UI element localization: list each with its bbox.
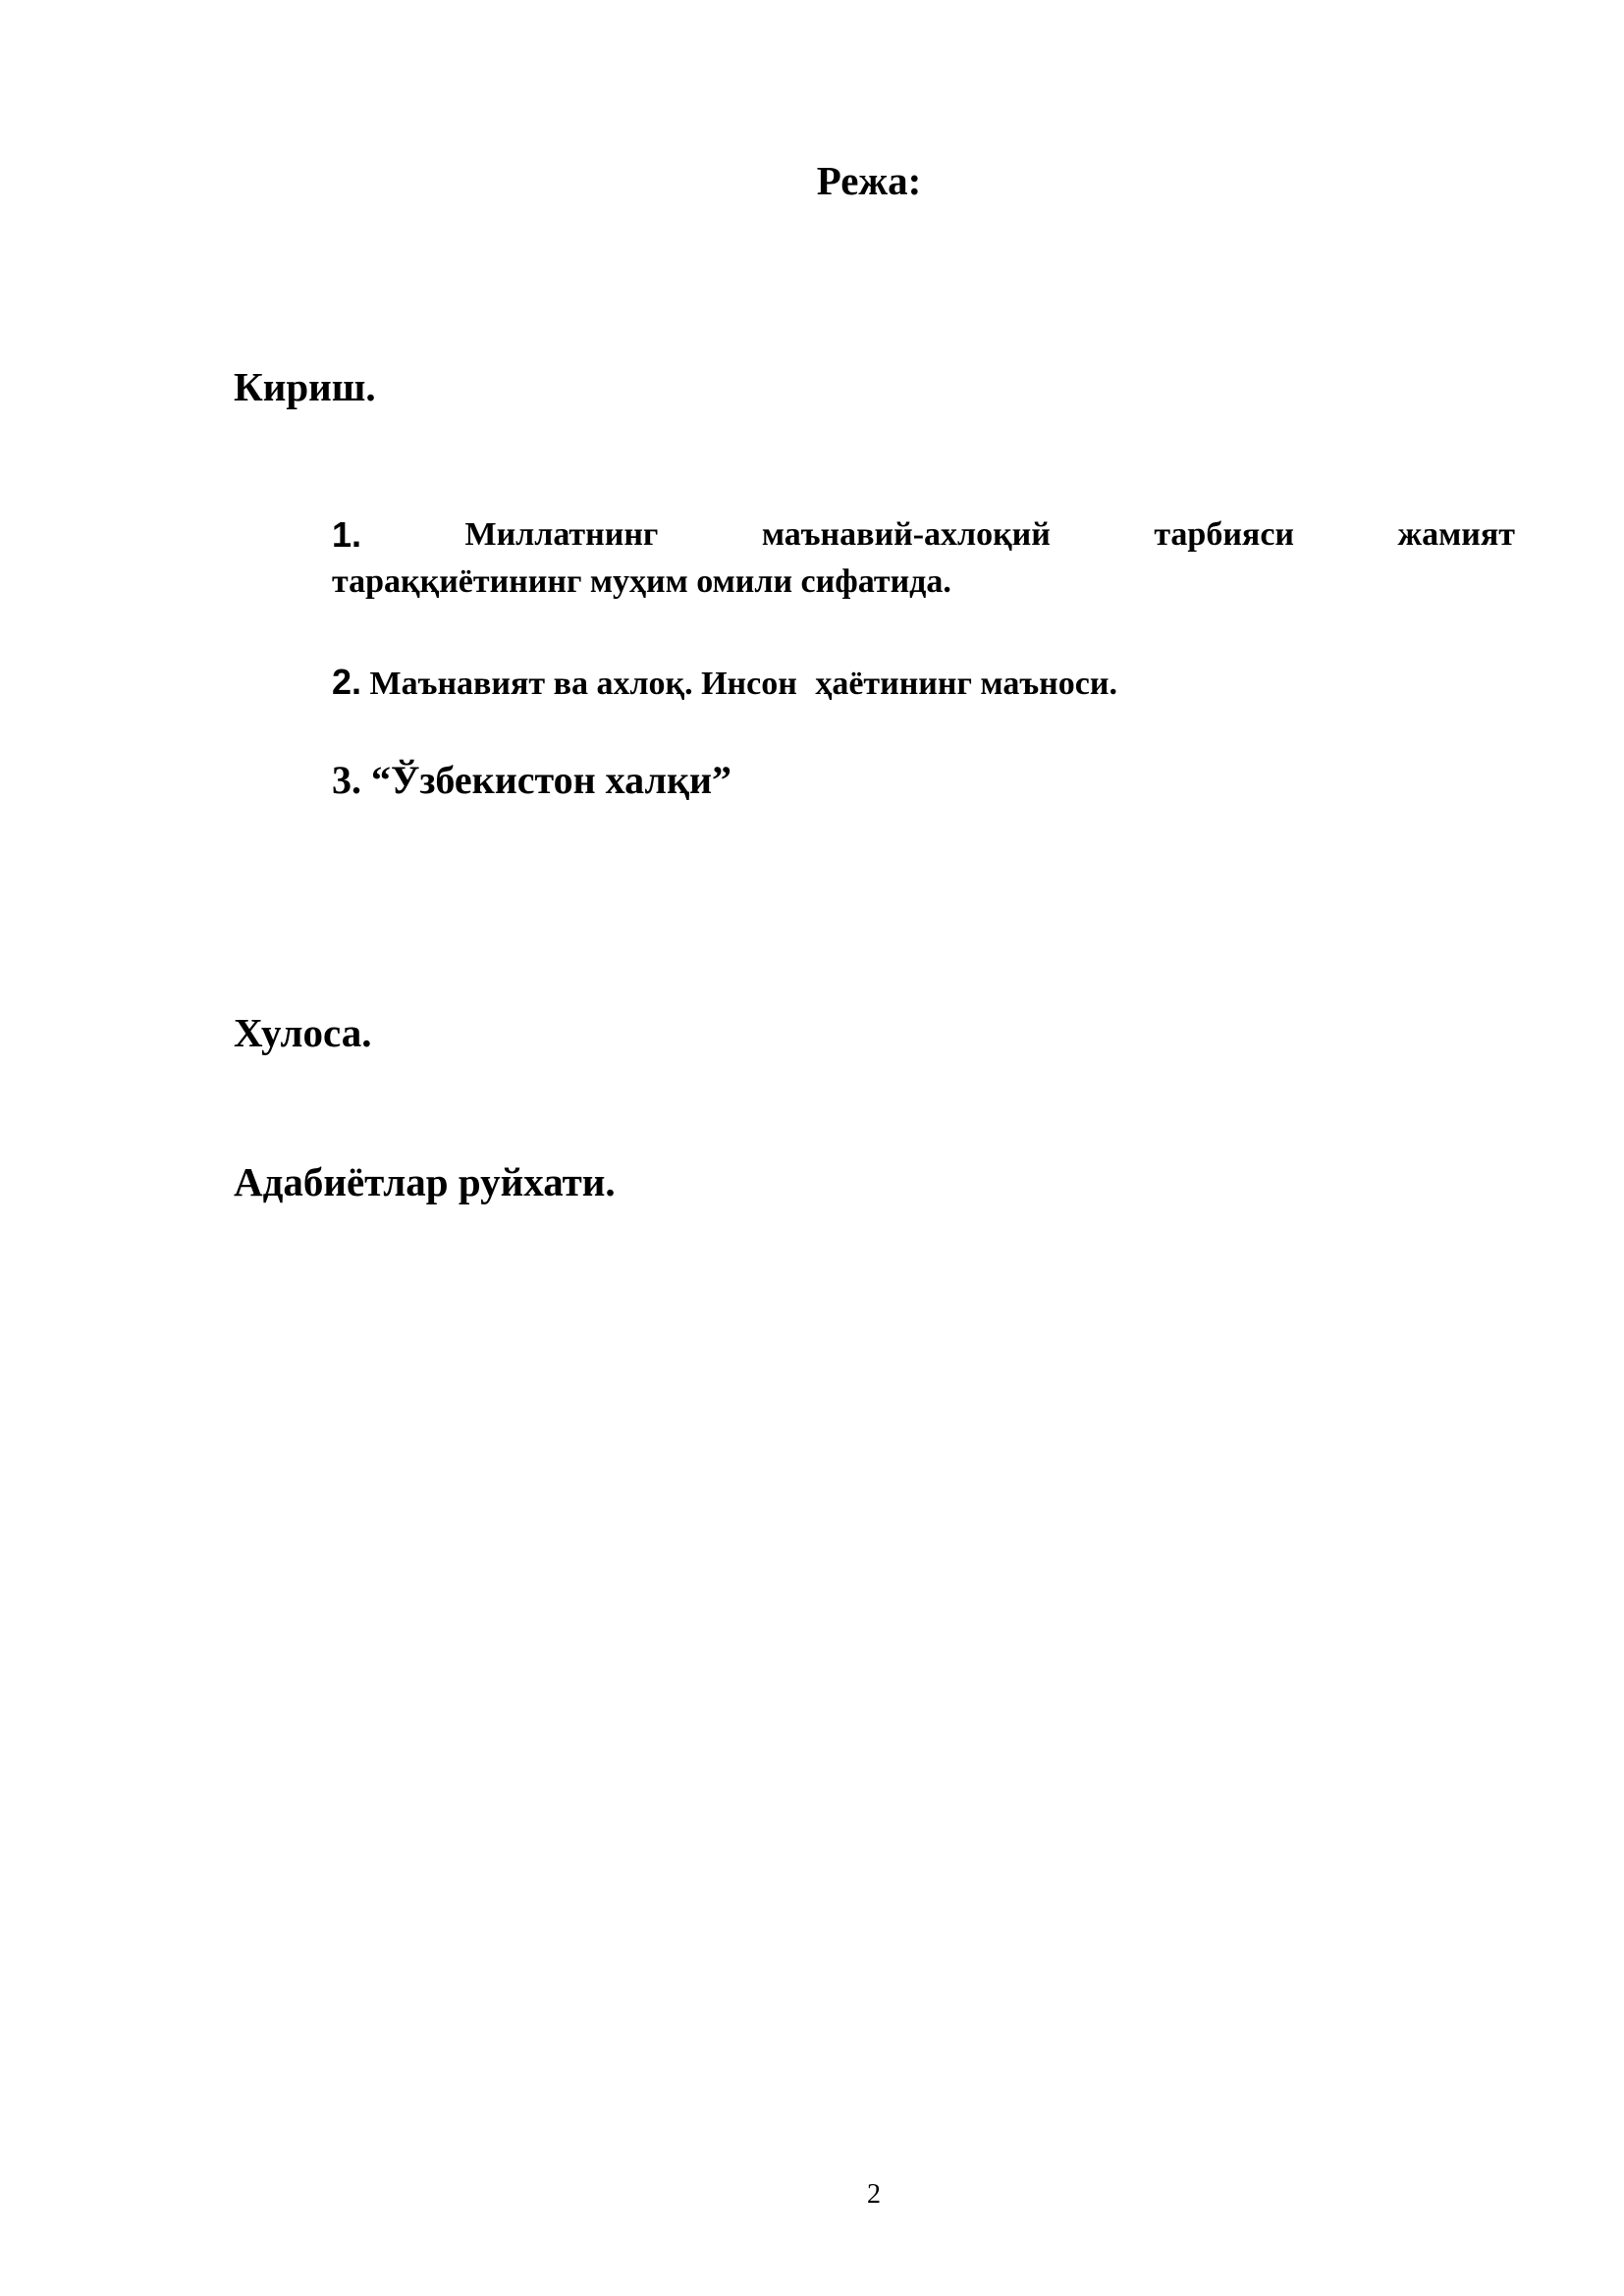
plan-item-1-line-1 <box>332 512 1515 560</box>
plan-item-2-text-part-1: Маънавият ва ахлоқ. Инсон <box>369 666 797 702</box>
plan-item-1-word-1: Миллатнинг <box>464 516 659 553</box>
plan-item-1-word-3: тарбияси <box>1154 516 1295 553</box>
section-conclusion: Хулоса. <box>234 1010 372 1055</box>
plan-item-1 <box>332 512 1515 605</box>
page-number: 2 <box>867 2179 881 2210</box>
plan-item-1-word-2: маънавий-ахлоқий <box>761 516 1051 553</box>
page-title: Режа: <box>816 158 922 203</box>
plan-item-1-word-4: жамият <box>1397 516 1515 553</box>
plan-item-3: 3. “Ўзбекистон халқи” <box>332 758 732 802</box>
plan-item-1-number: 1. <box>332 514 362 555</box>
section-introduction: Кириш. <box>234 364 376 409</box>
section-references: Адабиётлар руйхати. <box>234 1159 616 1204</box>
plan-item-2-text-part-2: ҳаётининг маъноси. <box>815 666 1117 702</box>
plan-item-2 <box>332 660 1117 707</box>
plan-item-2-number: 2. <box>332 662 362 702</box>
plan-item-1-line-2: тараққиётининг муҳим омили сифатида. <box>332 563 951 600</box>
